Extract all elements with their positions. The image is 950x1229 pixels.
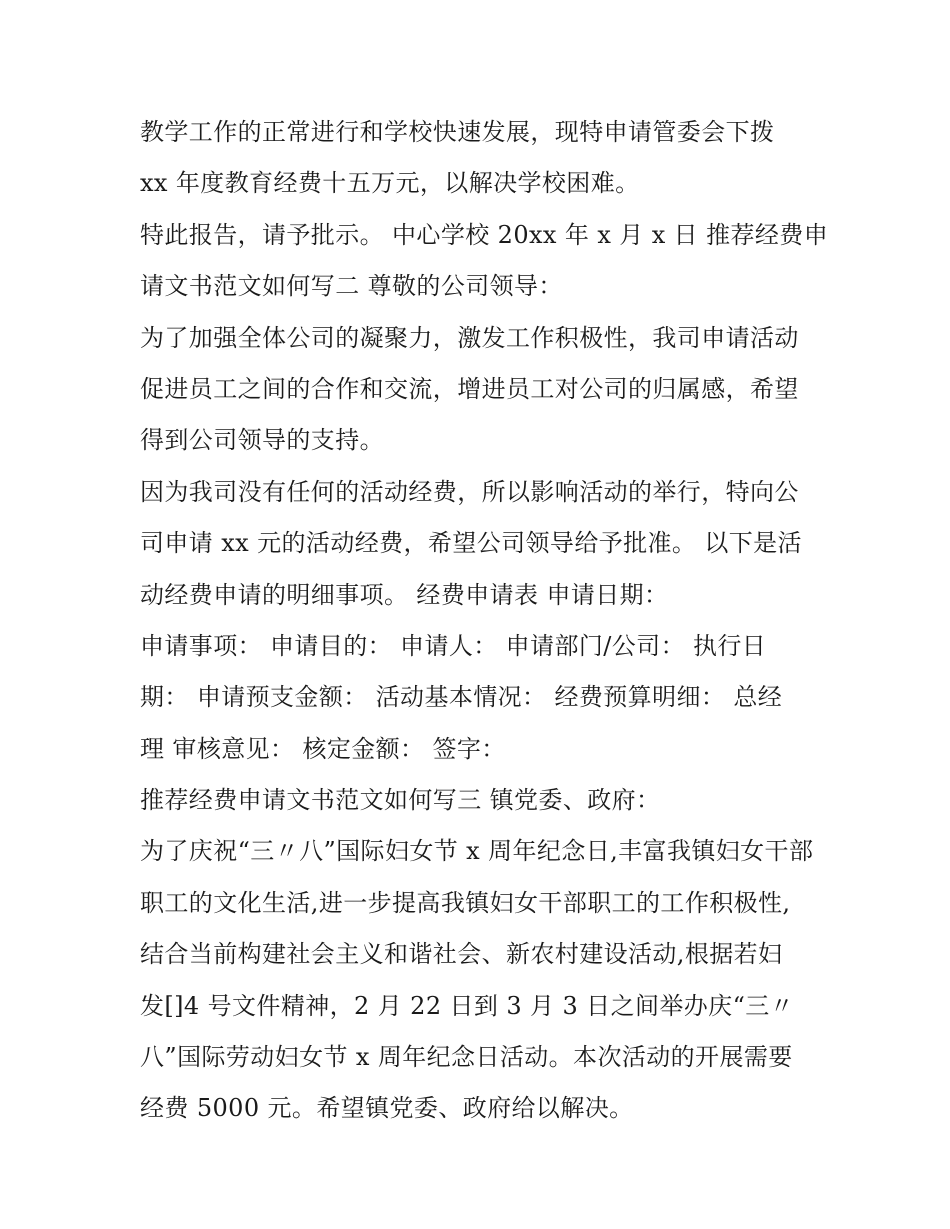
text-line: 八”国际劳动妇女节 x 周年纪念日活动。本次活动的开展需要: [140, 1043, 793, 1072]
text-line: xx 年度教育经费十五万元，以解决学校困难。: [140, 169, 640, 198]
document-body: [140, 107, 830, 1135]
text-line: 申请事项： 申请目的： 申请人： 申请部门/公司： 执行日: [140, 631, 767, 660]
text-line: 发[]4 号文件精神，2 月 22 日到 3 月 3 日之间举办庆“三〃: [140, 991, 795, 1020]
text-line: 司申请 xx 元的活动经费，希望公司领导给予批准。 以下是活: [140, 529, 802, 558]
text-line: 教学工作的正常进行和学校快速发展，现特申请管委会下拨: [140, 118, 775, 146]
text-line: 请文书范文如何写二 尊敬的公司领导：: [140, 272, 563, 301]
text-line: 促进员工之间的合作和交流，增进员工对公司的归属感，希望: [140, 374, 799, 403]
text-line: 结合当前构建社会主义和谐社会、新农村建设活动,根据若妇: [140, 940, 783, 969]
text-line: 得到公司领导的支持。: [140, 426, 384, 455]
text-line: 经费 5000 元。希望镇党委、政府给以解决。: [140, 1094, 634, 1123]
text-line: 因为我司没有任何的活动经费，所以影响活动的举行，特向公: [140, 477, 799, 506]
text-line: 理 审核意见： 核定金额： 签字：: [140, 734, 506, 763]
text-line: 动经费申请的明细事项。 经费申请表 申请日期：: [140, 580, 669, 609]
text-line: 期： 申请预支金额： 活动基本情况： 经费预算明细： 总经: [140, 683, 783, 712]
text-line: 为了庆祝“三〃八”国际妇女节 x 周年纪念日,丰富我镇妇女干部: [140, 837, 814, 866]
text-line: 职工的文化生活,进一步提高我镇妇女干部职工的工作积极性,: [140, 888, 791, 917]
text-line: 特此报告，请予批示。 中心学校 20xx 年 x 月 x 日 推荐经费申: [140, 220, 829, 249]
text-line: 为了加强全体公司的凝聚力，激发工作积极性，我司申请活动: [140, 323, 799, 352]
text-line: 推荐经费申请文书范文如何写三 镇党委、政府：: [140, 786, 661, 815]
